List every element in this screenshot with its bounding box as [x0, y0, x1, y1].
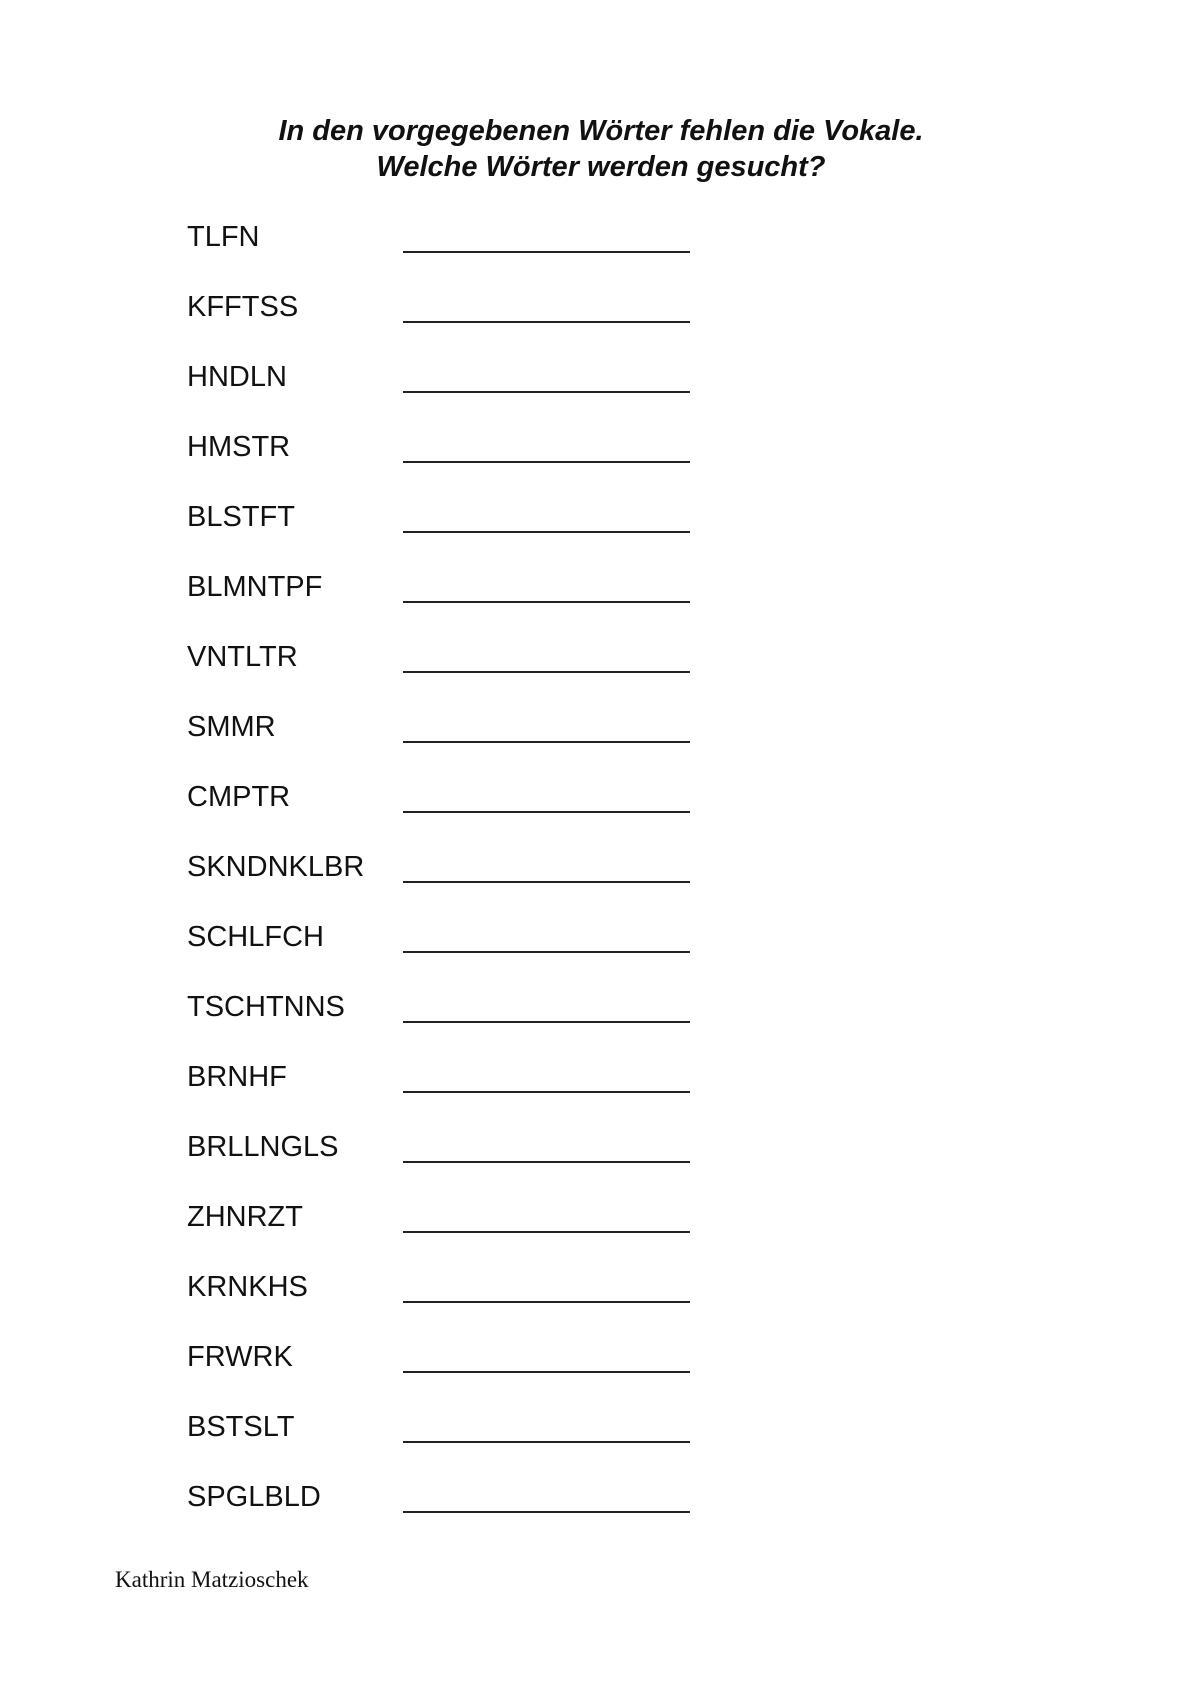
word-row: [187, 1126, 707, 1196]
answer-blank-line[interactable]: [403, 321, 690, 323]
word-row: [187, 566, 707, 636]
scrambled-word: BSTSLT: [187, 1411, 295, 1443]
answer-blank-line[interactable]: [403, 1091, 690, 1093]
word-row: [187, 1266, 707, 1336]
scrambled-word: BLMNTPF: [187, 571, 323, 603]
answer-blank-line[interactable]: [403, 1371, 690, 1373]
scrambled-word: SMMR: [187, 711, 276, 743]
answer-blank-line[interactable]: [403, 251, 690, 253]
scrambled-word: TSCHTNNS: [187, 991, 345, 1023]
answer-blank-line[interactable]: [403, 601, 690, 603]
scrambled-word: HNDLN: [187, 361, 287, 393]
answer-blank-line[interactable]: [403, 671, 690, 673]
scrambled-word: KFFTSS: [187, 291, 299, 323]
answer-blank-line[interactable]: [403, 1021, 690, 1023]
answer-blank-line[interactable]: [403, 1511, 690, 1513]
word-row: [187, 1406, 707, 1476]
scrambled-word: TLFN: [187, 221, 260, 253]
scrambled-word: HMSTR: [187, 431, 291, 463]
word-row: [187, 1336, 707, 1406]
answer-blank-line[interactable]: [403, 951, 690, 953]
scrambled-word: SPGLBLD: [187, 1481, 321, 1513]
answer-blank-line[interactable]: [403, 461, 690, 463]
answer-blank-line[interactable]: [403, 811, 690, 813]
scrambled-word: SKNDNKLBR: [187, 851, 365, 883]
word-row: [187, 286, 707, 356]
word-row: [187, 426, 707, 496]
word-row: [187, 496, 707, 566]
answer-blank-line[interactable]: [403, 1441, 690, 1443]
scrambled-word: KRNKHS: [187, 1271, 308, 1303]
word-list: [187, 216, 707, 1546]
scrambled-word: CMPTR: [187, 781, 291, 813]
heading-line-2: Welche Wörter werden gesucht?: [376, 151, 826, 183]
scrambled-word: SCHLFCH: [187, 921, 324, 953]
word-row: [187, 636, 707, 706]
answer-blank-line[interactable]: [403, 741, 690, 743]
word-row: [187, 356, 707, 426]
answer-blank-line[interactable]: [403, 391, 690, 393]
word-row: [187, 916, 707, 986]
scrambled-word: BRLLNGLS: [187, 1131, 339, 1163]
word-row: [187, 1476, 707, 1546]
scrambled-word: BRNHF: [187, 1061, 287, 1093]
answer-blank-line[interactable]: [403, 881, 690, 883]
author-name: Kathrin Matzioschek: [115, 1567, 309, 1592]
answer-blank-line[interactable]: [403, 1301, 690, 1303]
scrambled-word: BLSTFT: [187, 501, 295, 533]
worksheet-heading: [0, 113, 1200, 185]
answer-blank-line[interactable]: [403, 1161, 690, 1163]
word-row: [187, 216, 707, 286]
scrambled-word: ZHNRZT: [187, 1201, 303, 1233]
word-row: [187, 1056, 707, 1126]
word-row: [187, 846, 707, 916]
answer-blank-line[interactable]: [403, 1231, 690, 1233]
word-row: [187, 1196, 707, 1266]
word-row: [187, 986, 707, 1056]
answer-blank-line[interactable]: [403, 531, 690, 533]
word-row: [187, 706, 707, 776]
word-row: [187, 776, 707, 846]
scrambled-word: FRWRK: [187, 1341, 293, 1373]
heading-line-1: In den vorgegebenen Wörter fehlen die Vokale.: [278, 115, 924, 147]
scrambled-word: VNTLTR: [187, 641, 298, 673]
